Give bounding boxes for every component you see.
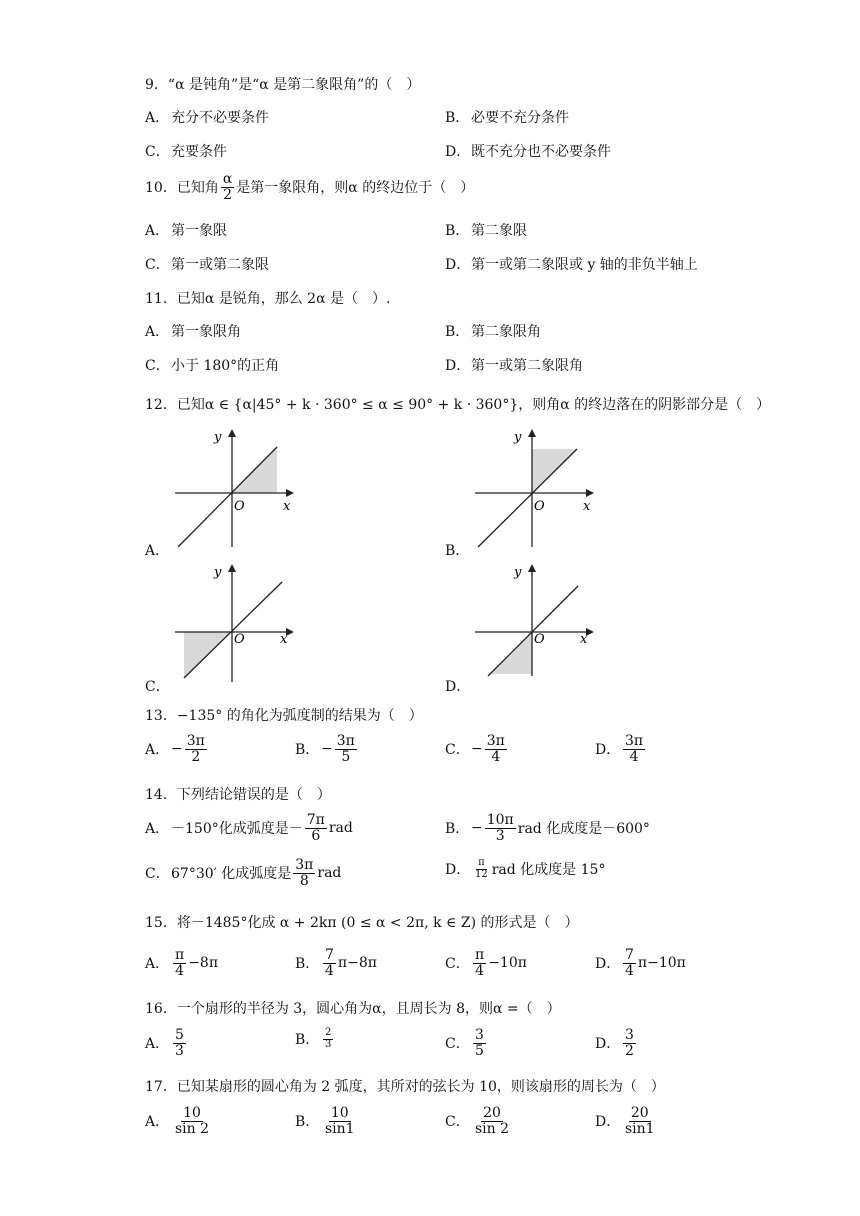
sign: − [471,741,483,758]
fraction [473,1028,486,1058]
option-text: 第二象限 [471,223,527,239]
q15-option-d[interactable] [595,948,686,978]
x-label: x [280,632,288,647]
terminal-line [478,449,577,547]
numerator: π [175,947,185,963]
denominator: 8 [299,872,309,889]
fraction [335,734,357,764]
denominator: 3 [325,1038,332,1050]
q13-option-b[interactable] [295,734,359,764]
y-label: y [214,565,222,580]
y-arrow [228,429,236,437]
numerator: 10 [330,1105,349,1121]
q14-option-a[interactable] [145,813,353,843]
option-label: A． [145,956,170,973]
option-label: B． [445,110,470,126]
q12-option-c[interactable] [145,676,171,696]
denominator: sin1 [625,1120,655,1137]
option-text: 充要条件 [171,144,227,160]
option-label: B． [445,223,470,239]
q14-option-d[interactable] [445,858,605,880]
option-label: C． [145,144,170,160]
unit: rad [328,820,353,837]
q13-option-a[interactable] [145,734,209,764]
option-label: C． [145,679,170,695]
q17-option-d[interactable] [595,1106,659,1136]
option-label: C． [445,1036,470,1053]
numerator: π [475,947,485,963]
q15-option-c[interactable] [445,948,527,978]
fraction [623,1106,657,1136]
q9-option-d[interactable] [445,141,611,161]
option-label: D． [595,742,621,759]
denominator: 12 [475,868,488,880]
option-text: 第二象限角 [471,324,541,340]
numerator: 3π [295,857,314,873]
option-text: −10π [488,955,527,972]
x-arrow [286,489,294,497]
fraction [485,813,516,843]
q13-option-c[interactable] [445,734,509,764]
numerator: 20 [630,1105,649,1121]
option-label: D． [445,679,471,695]
question-9-stem: 9．“α 是钝角”是“α 是第二象限角”的（ ） [145,77,421,93]
x-arrow [586,489,594,497]
q11-option-b[interactable] [445,321,541,341]
q10-option-a[interactable] [145,220,227,240]
q12-graph-b[interactable] [470,425,600,550]
fraction [173,948,186,978]
option-label: B． [445,821,470,838]
q15-option-b[interactable] [295,948,377,978]
x-label: x [583,499,591,514]
y-arrow [528,564,536,572]
option-label: D． [445,862,471,878]
q16-option-b[interactable] [295,1028,335,1050]
y-label: y [514,565,522,580]
x-label: x [283,499,291,514]
option-label: C． [445,1114,470,1131]
numerator: 3 [475,1027,484,1043]
origin-label: O [534,632,545,647]
option-label: C． [445,956,470,973]
q13-option-d[interactable] [595,734,647,764]
y-label: y [214,430,222,445]
option-label: C． [145,257,170,273]
stem-prefix: 10．已知角 [145,180,219,197]
option-text: −8π [188,955,219,972]
numerator: 3π [486,733,505,749]
option-text: 67°30′ 化成弧度是 [171,866,292,883]
y-arrow [228,564,236,572]
fraction [473,1106,511,1136]
q12-graph-c[interactable] [170,560,300,685]
q10-option-b[interactable] [445,220,527,240]
option-label: A． [145,324,170,340]
option-label: D． [595,1114,621,1131]
q12-option-d[interactable] [445,676,471,696]
option-text: 第一象限 [171,223,227,239]
question-15-stem: 15．将－1485°化成 α + 2kπ (0 ≤ α < 2π, k ∈ Z) 的形式是（ ） [145,915,579,931]
fraction [485,734,507,764]
numerator: 10π [486,812,514,828]
fraction [293,858,315,888]
question-14-stem: 14．下列结论错误的是（ ） [145,787,331,803]
numerator: 3 [625,1027,634,1043]
fraction [221,172,234,202]
q11-option-d[interactable] [445,355,583,375]
fraction [323,948,336,978]
denominator: sin 2 [475,1120,510,1137]
fraction [323,1106,357,1136]
origin-label: O [234,632,245,647]
option-label: B． [295,956,320,973]
denominator: 2 [223,186,233,203]
option-label: A． [145,223,170,239]
terminal-line [178,447,277,547]
fraction [173,1106,211,1136]
fraction [623,1028,636,1058]
option-text: 第一或第二象限 [171,257,269,273]
q10-option-c[interactable] [145,254,269,274]
option-text: 第一或第二象限角 [471,358,583,374]
option-text: 第一或第二象限或 y 轴的非负半轴上 [471,257,698,273]
option-label: A． [145,1036,170,1053]
option-label: C． [145,866,170,883]
q9-option-b[interactable] [445,107,569,127]
option-text: 既不充分也不必要条件 [471,144,611,160]
numerator: 20 [483,1105,501,1121]
numerator: 2 [325,1027,332,1038]
numerator: 5 [175,1027,184,1043]
question-11-stem: 11．已知α 是锐角，那么 2α 是（ ）. [145,291,391,307]
option-label: B． [445,324,470,340]
terminal-line [488,586,578,676]
fraction [623,948,636,978]
option-text: －150°化成弧度是－ [171,821,303,838]
q16-option-a[interactable] [145,1028,188,1058]
y-arrow [528,429,536,437]
fraction [623,734,645,764]
numerator: 10 [183,1105,201,1121]
denominator: 4 [475,962,485,979]
q12-graph-a[interactable] [170,425,300,550]
q17-option-b[interactable] [295,1106,359,1136]
option-label: D． [445,358,471,374]
terminal-line [184,582,282,678]
option-label: B． [295,742,320,759]
denominator: 5 [341,748,351,765]
denominator: sin1 [325,1120,355,1137]
option-text: rad 化成度是 15° [491,862,606,878]
option-text: π−8π [337,955,377,972]
origin-label: O [234,499,245,514]
option-text: 小于 180°的正角 [171,358,280,374]
option-label: C． [145,358,170,374]
y-label: y [514,430,522,445]
denominator: 2 [625,1042,634,1059]
q9-option-a[interactable] [145,107,269,127]
q16-option-d[interactable] [595,1028,638,1058]
q14-option-b[interactable] [445,813,650,843]
fraction [473,858,490,880]
question-10-stem [145,172,474,202]
option-label: B． [295,1114,320,1131]
denominator: 6 [311,827,321,844]
question-13-stem: 13．−135° 的角化为弧度制的结果为（ ） [145,708,423,724]
fraction [305,813,327,843]
fraction [323,1028,333,1050]
q11-option-a[interactable] [145,321,241,341]
unit: rad [317,865,342,882]
q9-option-c[interactable] [145,141,227,161]
denominator: sin 2 [175,1120,210,1137]
q14-option-c[interactable] [145,858,341,888]
question-16-stem: 16．一个扇形的半径为 3，圆心角为α，且周长为 8，则α =（ ） [145,1001,561,1017]
option-label: A． [145,110,170,126]
denominator: 3 [495,827,505,844]
q11-option-c[interactable] [145,355,279,375]
denominator: 5 [475,1042,484,1059]
fraction [473,948,486,978]
q16-option-c[interactable] [445,1028,488,1058]
numerator: α [222,171,233,187]
sign: − [321,741,333,758]
option-text: 充分不必要条件 [171,110,269,126]
denominator: 4 [629,748,639,765]
numerator: 3π [186,733,205,749]
fraction [173,1028,186,1058]
option-label: A． [145,543,170,559]
denominator: 4 [175,962,185,979]
option-label: D． [595,956,621,973]
q17-option-a[interactable] [145,1106,213,1136]
option-label: D． [445,257,471,273]
option-text: rad 化成度是－600° [517,821,650,838]
option-text: π−10π [637,955,686,972]
question-12-stem: 12．已知α ∈ {α|45° + k · 360° ≤ α ≤ 90° + k · 360°}，则角α 的终边落在的阴影部分是（ ） [145,397,771,413]
numerator: 3π [625,733,644,749]
option-label: D． [595,1036,621,1053]
q12-option-a[interactable] [145,540,171,560]
denominator: 3 [175,1042,184,1059]
q17-option-c[interactable] [445,1106,513,1136]
q10-option-d[interactable] [445,254,698,274]
numerator: 7π [306,812,325,828]
option-label: A． [145,742,170,759]
denominator: 4 [325,962,334,979]
stem-suffix: 是第一象限角，则α 的终边位于（ ） [236,180,475,197]
denominator: 4 [491,748,501,765]
option-label: A． [145,1114,170,1131]
option-label: B． [295,1032,320,1048]
q15-option-a[interactable] [145,948,218,978]
x-label: x [580,632,588,647]
numerator: 7 [325,947,334,963]
q12-option-b[interactable] [445,540,471,560]
denominator: 4 [625,962,634,979]
option-text: 必要不充分条件 [471,110,569,126]
question-17-stem: 17．已知某扇形的圆心角为 2 弧度，其所对的弦长为 10，则该扇形的周长为（ ） [145,1079,665,1095]
sign: − [471,820,483,837]
sign: − [171,741,183,758]
origin-label: O [534,499,545,514]
numerator: 7 [625,947,634,963]
q12-graph-d[interactable] [470,560,600,685]
denominator: 2 [191,748,201,765]
fraction [185,734,207,764]
option-label: C． [445,742,470,759]
option-label: B． [445,543,470,559]
option-label: A． [145,821,170,838]
option-label: D． [445,144,471,160]
numerator: π [478,857,485,868]
numerator: 3π [336,733,355,749]
option-text: 第一象限角 [171,324,241,340]
